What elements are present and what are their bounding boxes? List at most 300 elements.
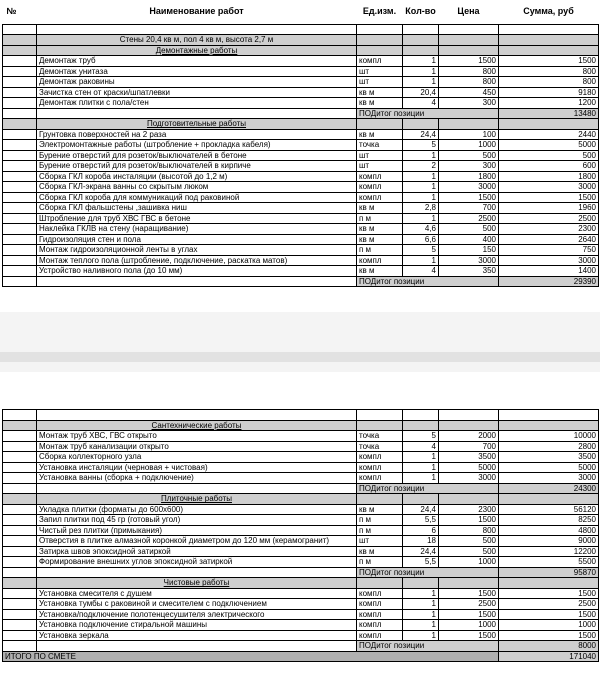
page-break	[0, 312, 600, 372]
row-number	[3, 620, 37, 631]
sum: 1000	[499, 620, 599, 631]
quantity: 5,5	[403, 557, 439, 568]
price: 800	[439, 66, 499, 77]
row-number	[3, 192, 37, 203]
work-name: Укладка плитки (форматы до 600х600)	[37, 504, 357, 515]
price: 800	[439, 525, 499, 536]
price: 300	[439, 161, 499, 172]
empty-cell	[3, 119, 37, 130]
row-number	[3, 266, 37, 277]
empty-cell	[357, 578, 403, 589]
quantity: 24,4	[403, 129, 439, 140]
empty-cell	[357, 494, 403, 505]
quantity: 4	[403, 441, 439, 452]
subtotal-label: ПОДитог позиции	[357, 108, 499, 119]
empty-cell	[37, 410, 357, 421]
empty-cell	[3, 420, 37, 431]
section-title: Подготовительные работы	[37, 119, 357, 130]
row-number	[3, 599, 37, 610]
sum: 600	[499, 161, 599, 172]
price: 800	[439, 77, 499, 88]
row-number	[3, 245, 37, 256]
sum: 12200	[499, 546, 599, 557]
table-row	[3, 129, 599, 140]
sum: 800	[499, 66, 599, 77]
sum: 1500	[499, 192, 599, 203]
subtotal-value: 95870	[499, 567, 599, 578]
work-name: Установка зеркала	[37, 630, 357, 641]
empty-cell	[439, 119, 499, 130]
price: 5000	[439, 462, 499, 473]
price: 500	[439, 150, 499, 161]
room-dimensions-row	[3, 35, 599, 46]
quantity: 1	[403, 599, 439, 610]
empty-cell	[37, 108, 357, 119]
table-row	[3, 150, 599, 161]
table-row	[3, 546, 599, 557]
empty-cell	[37, 567, 357, 578]
row-number	[3, 588, 37, 599]
header-sum: Сумма, руб	[523, 6, 574, 17]
sum: 4800	[499, 525, 599, 536]
header-price: Цена	[457, 6, 480, 17]
work-name: Сборка коллекторного узла	[37, 452, 357, 463]
row-number	[3, 213, 37, 224]
table-row	[3, 599, 599, 610]
unit: кв м	[357, 98, 403, 109]
price: 700	[439, 203, 499, 214]
unit: компл	[357, 630, 403, 641]
unit: шт	[357, 150, 403, 161]
empty-cell	[403, 578, 439, 589]
table-row	[3, 56, 599, 67]
sum: 5500	[499, 557, 599, 568]
row-number	[3, 87, 37, 98]
sum: 2640	[499, 234, 599, 245]
price: 3000	[439, 182, 499, 193]
price: 1800	[439, 171, 499, 182]
quantity: 4	[403, 98, 439, 109]
empty-cell	[37, 24, 357, 35]
work-name: Демонтаж раковины	[37, 77, 357, 88]
price: 100	[439, 129, 499, 140]
quantity: 1	[403, 609, 439, 620]
unit: кв м	[357, 504, 403, 515]
row-number	[3, 234, 37, 245]
quantity: 1	[403, 150, 439, 161]
sum: 56120	[499, 504, 599, 515]
sum: 1500	[499, 588, 599, 599]
price: 1500	[439, 56, 499, 67]
work-name: Установка ванны (сборка + подключение)	[37, 473, 357, 484]
table-row	[3, 203, 599, 214]
price: 1500	[439, 588, 499, 599]
table-row	[3, 77, 599, 88]
price: 400	[439, 234, 499, 245]
empty-cell	[3, 578, 37, 589]
quantity: 5	[403, 431, 439, 442]
table-row	[3, 473, 599, 484]
table-row	[3, 192, 599, 203]
sum: 2440	[499, 129, 599, 140]
subtotal-row	[3, 483, 599, 494]
unit: компл	[357, 599, 403, 610]
quantity: 1	[403, 213, 439, 224]
quantity: 1	[403, 630, 439, 641]
empty-cell	[37, 641, 357, 652]
empty-cell	[3, 24, 37, 35]
section-title-row	[3, 119, 599, 130]
quantity: 1	[403, 77, 439, 88]
empty-cell	[357, 45, 403, 56]
sum: 1200	[499, 98, 599, 109]
price: 1500	[439, 630, 499, 641]
empty-cell	[439, 45, 499, 56]
table-row	[3, 525, 599, 536]
unit: компл	[357, 182, 403, 193]
empty-cell	[3, 276, 37, 287]
quantity: 5,5	[403, 515, 439, 526]
unit: точка	[357, 431, 403, 442]
section-title-row	[3, 494, 599, 505]
empty-cell	[439, 420, 499, 431]
quantity: 6,6	[403, 234, 439, 245]
table-row	[3, 182, 599, 193]
work-name: Бурение отверстий для розеток/выключателей в бетоне	[37, 150, 357, 161]
work-name: Монтаж труб канализации открыто	[37, 441, 357, 452]
sum: 3500	[499, 452, 599, 463]
work-name: Отверстия в плитке алмазной коронкой диаметром до 120 мм (керамогранит)	[37, 536, 357, 547]
sum: 800	[499, 77, 599, 88]
section-title: Сантехнические работы	[37, 420, 357, 431]
empty-cell	[403, 119, 439, 130]
empty-cell	[499, 35, 599, 46]
empty-cell	[3, 494, 37, 505]
work-name: Установка тумбы с раковиной и смесителем с подключением	[37, 599, 357, 610]
empty-cell	[37, 276, 357, 287]
row-number	[3, 66, 37, 77]
price: 1000	[439, 620, 499, 631]
section-title-row	[3, 45, 599, 56]
row-number	[3, 171, 37, 182]
table-row	[3, 441, 599, 452]
section-title: Чистовые работы	[37, 578, 357, 589]
subtotal-label: ПОДитог позиции	[357, 567, 499, 578]
sum: 10000	[499, 431, 599, 442]
table-row	[3, 66, 599, 77]
grand-total-label: ИТОГО ПО СМЕТЕ	[3, 651, 499, 662]
header-num: №	[6, 6, 17, 17]
empty-cell	[37, 483, 357, 494]
empty-cell	[403, 420, 439, 431]
sum: 2800	[499, 441, 599, 452]
row-number	[3, 536, 37, 547]
header-qty: Кол-во	[405, 6, 436, 17]
unit: п м	[357, 525, 403, 536]
work-name: Установка подключение стиральной машины	[37, 620, 357, 631]
unit: п м	[357, 245, 403, 256]
quantity: 1	[403, 620, 439, 631]
empty-cell	[403, 24, 439, 35]
work-name: Чистый рез плитки (примыкания)	[37, 525, 357, 536]
section-title: Плиточные работы	[37, 494, 357, 505]
work-name: Запил плитки под 45 гр (готовый угол)	[37, 515, 357, 526]
sum: 1400	[499, 266, 599, 277]
table-row	[3, 245, 599, 256]
sum: 2500	[499, 213, 599, 224]
row-number	[3, 224, 37, 235]
unit: компл	[357, 56, 403, 67]
section-title: Демонтажные работы	[37, 45, 357, 56]
table-row	[3, 609, 599, 620]
sum: 1800	[499, 171, 599, 182]
empty-cell	[499, 578, 599, 589]
table-row	[3, 620, 599, 631]
table-row	[3, 536, 599, 547]
work-name: Наклейка ГКЛВ на стену (наращивание)	[37, 224, 357, 235]
estimate-table-part-2	[2, 409, 599, 662]
row-number	[3, 140, 37, 151]
work-name: Грунтовка поверхностей на 2 раза	[37, 129, 357, 140]
price: 2500	[439, 599, 499, 610]
subtotal-row	[3, 108, 599, 119]
room-dimensions: Стены 20,4 кв м, пол 4 кв м, высота 2,7 м	[37, 35, 357, 46]
sum: 750	[499, 245, 599, 256]
work-name: Монтаж гидроизоляционной ленты в углах	[37, 245, 357, 256]
unit: компл	[357, 462, 403, 473]
price: 1500	[439, 609, 499, 620]
table-row	[3, 557, 599, 568]
work-name: Штробление для труб ХВС ГВС в бетоне	[37, 213, 357, 224]
grand-total-row	[3, 651, 599, 662]
sum: 5000	[499, 140, 599, 151]
empty-cell	[3, 641, 37, 652]
sum: 1500	[499, 609, 599, 620]
table-row	[3, 98, 599, 109]
empty-cell	[3, 45, 37, 56]
row-number	[3, 630, 37, 641]
subtotal-row	[3, 567, 599, 578]
quantity: 1	[403, 473, 439, 484]
price: 3500	[439, 452, 499, 463]
unit: шт	[357, 536, 403, 547]
price: 1000	[439, 140, 499, 151]
work-name: Сборка ГКЛ фальшстены ,зашивка ниш	[37, 203, 357, 214]
unit: п м	[357, 213, 403, 224]
empty-cell	[439, 578, 499, 589]
empty-cell	[499, 494, 599, 505]
subtotal-value: 13480	[499, 108, 599, 119]
price: 150	[439, 245, 499, 256]
table-row	[3, 224, 599, 235]
empty-cell	[439, 24, 499, 35]
quantity: 1	[403, 462, 439, 473]
section-title-row	[3, 420, 599, 431]
price: 350	[439, 266, 499, 277]
empty-cell	[439, 35, 499, 46]
sum: 8250	[499, 515, 599, 526]
unit: кв м	[357, 234, 403, 245]
estimate-page-1	[0, 0, 600, 312]
empty-cell	[357, 24, 403, 35]
price: 1500	[439, 192, 499, 203]
work-name: Сборка ГКЛ короба инсталяции (высотой до 1,2 м)	[37, 171, 357, 182]
unit: точка	[357, 441, 403, 452]
quantity: 1	[403, 56, 439, 67]
quantity: 5	[403, 140, 439, 151]
row-number	[3, 182, 37, 193]
quantity: 20,4	[403, 87, 439, 98]
table-row	[3, 234, 599, 245]
column-header-row	[3, 0, 599, 24]
quantity: 6	[403, 525, 439, 536]
sum: 3000	[499, 255, 599, 266]
row-number	[3, 150, 37, 161]
unit: точка	[357, 140, 403, 151]
work-name: Гидроизоляция стен и пола	[37, 234, 357, 245]
empty-cell	[403, 35, 439, 46]
work-name: Сборка ГКЛ короба для коммуникаций под раковиной	[37, 192, 357, 203]
work-name: Установка инсталяции (черновая + чистовая)	[37, 462, 357, 473]
sum: 500	[499, 150, 599, 161]
sum: 9180	[499, 87, 599, 98]
row-number	[3, 452, 37, 463]
subtotal-label: ПОДитог позиции	[357, 641, 499, 652]
row-number	[3, 525, 37, 536]
sum: 3000	[499, 182, 599, 193]
quantity: 2	[403, 161, 439, 172]
header-name: Наименование работ	[149, 6, 244, 17]
table-row	[3, 588, 599, 599]
unit: шт	[357, 77, 403, 88]
price: 1500	[439, 515, 499, 526]
quantity: 4,6	[403, 224, 439, 235]
work-name: Демонтаж унитаза	[37, 66, 357, 77]
price: 500	[439, 224, 499, 235]
unit: компл	[357, 473, 403, 484]
row-number	[3, 462, 37, 473]
empty-cell	[499, 410, 599, 421]
row-number	[3, 609, 37, 620]
sum: 3000	[499, 473, 599, 484]
row-number	[3, 129, 37, 140]
unit: п м	[357, 515, 403, 526]
price: 3000	[439, 255, 499, 266]
table-row	[3, 266, 599, 277]
grand-total-value: 171040	[499, 651, 599, 662]
quantity: 1	[403, 66, 439, 77]
price: 450	[439, 87, 499, 98]
unit: компл	[357, 171, 403, 182]
unit: кв м	[357, 266, 403, 277]
empty-cell	[3, 108, 37, 119]
price: 300	[439, 98, 499, 109]
unit: кв м	[357, 203, 403, 214]
empty-cell	[403, 494, 439, 505]
row-number	[3, 203, 37, 214]
row-number	[3, 441, 37, 452]
price: 1000	[439, 557, 499, 568]
quantity: 18	[403, 536, 439, 547]
subtotal-row	[3, 641, 599, 652]
row-number	[3, 255, 37, 266]
empty-cell	[357, 119, 403, 130]
work-name: Бурение отверстий для розеток/выключателей в кирпиче	[37, 161, 357, 172]
row-number	[3, 515, 37, 526]
quantity: 1	[403, 171, 439, 182]
subtotal-label: ПОДитог позиции	[357, 483, 499, 494]
table-row	[3, 87, 599, 98]
work-name: Монтаж теплого пола (штробление, подключение, раскатка матов)	[37, 255, 357, 266]
quantity: 1	[403, 192, 439, 203]
sum: 1500	[499, 56, 599, 67]
unit: компл	[357, 588, 403, 599]
sum: 1960	[499, 203, 599, 214]
work-name: Электромонтажные работы (штробление + прокладка кабеля)	[37, 140, 357, 151]
table-row	[3, 462, 599, 473]
empty-cell	[439, 494, 499, 505]
unit: компл	[357, 452, 403, 463]
quantity: 1	[403, 255, 439, 266]
quantity: 1	[403, 588, 439, 599]
section-title-row	[3, 578, 599, 589]
table-row	[3, 431, 599, 442]
unit: шт	[357, 66, 403, 77]
empty-cell	[499, 119, 599, 130]
work-name: Демонтаж труб	[37, 56, 357, 67]
row-number	[3, 56, 37, 67]
row-number	[3, 77, 37, 88]
row-number	[3, 161, 37, 172]
quantity: 1	[403, 182, 439, 193]
estimate-table-part-1	[2, 0, 599, 287]
empty-cell	[3, 410, 37, 421]
empty-row	[3, 24, 599, 35]
row-number	[3, 557, 37, 568]
subtotal-row	[3, 276, 599, 287]
sum: 2500	[499, 599, 599, 610]
price: 700	[439, 441, 499, 452]
work-name: Формирование внешних углов эпоксидной затиркой	[37, 557, 357, 568]
unit: кв м	[357, 129, 403, 140]
quantity: 24,4	[403, 546, 439, 557]
row-number	[3, 546, 37, 557]
row-number	[3, 504, 37, 515]
table-row	[3, 140, 599, 151]
quantity: 4	[403, 266, 439, 277]
unit: компл	[357, 620, 403, 631]
subtotal-label: ПОДитог позиции	[357, 276, 499, 287]
price: 3000	[439, 473, 499, 484]
quantity: 2,8	[403, 203, 439, 214]
subtotal-value: 24300	[499, 483, 599, 494]
table-row	[3, 515, 599, 526]
work-name: Установка смесителя с душем	[37, 588, 357, 599]
empty-cell	[403, 45, 439, 56]
work-name: Устройство наливного пола (до 10 мм)	[37, 266, 357, 277]
quantity: 5	[403, 245, 439, 256]
price: 2300	[439, 504, 499, 515]
work-name: Монтаж труб ХВС, ГВС открыто	[37, 431, 357, 442]
empty-cell	[403, 410, 439, 421]
unit: компл	[357, 609, 403, 620]
work-name: Затирка швов эпоксидной затиркой	[37, 546, 357, 557]
price: 500	[439, 536, 499, 547]
row-number	[3, 473, 37, 484]
empty-cell	[499, 24, 599, 35]
table-row	[3, 630, 599, 641]
table-row	[3, 255, 599, 266]
